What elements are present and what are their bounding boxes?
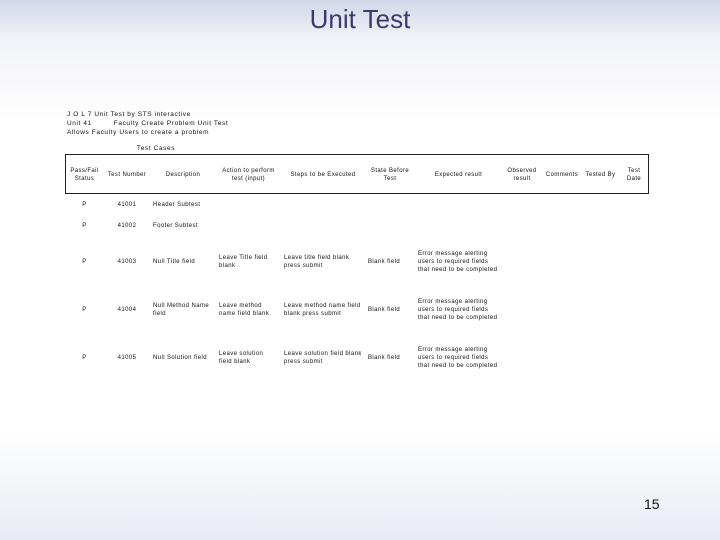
column-header-observed-result: Observed result [507,168,537,182]
cell-tested-by [582,214,619,238]
cell-test-number: 41002 [117,223,137,229]
column-header-comments: Comments [545,172,579,178]
cell-description: Header Subtest [153,202,201,208]
table-header-row [65,154,649,196]
cell-state-before [365,214,415,238]
column-header-expected-result: Expected result [434,172,483,178]
cell-action [216,214,281,238]
table-row [65,238,649,286]
cell-state-before [365,196,415,214]
cell-tested-by [582,238,619,286]
unit-id: Unit 41 [67,120,92,127]
column-header-state-before: State Before Test [370,168,410,182]
cell-expected-result: Error message alerting users to required fields that need to be completed [418,251,498,273]
cell-tested-by [582,196,619,214]
cell-state-before: Blank field [368,259,401,265]
cell-test-date [619,238,649,286]
cell-observed-result [502,334,542,382]
cell-status: P [82,202,87,208]
cell-expected-result [415,214,502,238]
column-header-tested-by: Tested By [585,172,616,178]
cell-action: Leave solution field blank [219,351,264,365]
cell-comments [542,334,582,382]
unit-name: Faculty Create Problem Unit Test [113,120,229,127]
cell-expected-result: Error message alerting users to required fields that need to be completed [418,347,498,369]
cell-status: P [82,259,87,265]
cell-steps [281,214,365,238]
column-header-action: Action to perform test (input) [222,168,275,182]
cell-steps [281,196,365,214]
cell-test-number: 41001 [117,202,137,208]
slide-title: Unit Test [309,4,411,34]
cell-state-before: Blank field [368,355,401,361]
cell-observed-result [502,238,542,286]
cell-action: Leave method name field blank [219,303,270,317]
cell-expected-result: Error message alerting users to required fields that need to be completed [418,299,498,321]
header-line-3: Allows Faculty Users to create a problem [67,129,210,136]
header-line-1: J O L 7 Unit Test by STS interactive [67,111,191,118]
column-header-status: Pass/Fail Status [70,168,99,182]
cell-action [216,196,281,214]
cell-status: P [82,223,87,229]
table-row [65,334,649,382]
cell-comments [542,286,582,334]
cell-status: P [82,355,87,361]
cell-comments [542,238,582,286]
table-row [65,286,649,334]
cell-expected-result [415,196,502,214]
table-caption: Test Cases [136,145,176,152]
cell-state-before: Blank field [368,307,401,313]
cell-steps: Leave title field blank press submit [284,255,350,269]
table-row [65,214,649,238]
cell-test-date [619,214,649,238]
cell-test-date [619,286,649,334]
cell-tested-by [582,286,619,334]
cell-description: Null Solution field [153,355,207,361]
cell-test-number: 41004 [117,307,137,313]
header-unit-row [67,119,228,128]
cell-test-date [619,196,649,214]
cell-description: Null Method Name field [153,303,210,317]
cell-test-number: 41003 [117,259,137,265]
cell-action: Leave Title field blank [219,255,268,269]
cell-test-number: 41005 [117,355,137,361]
cell-status: P [82,307,87,313]
cell-comments [542,214,582,238]
cell-description: Null Title field [153,259,196,265]
column-header-description: Description [165,172,201,178]
column-header-test-number: Test Number [107,172,147,178]
column-header-test-date: Test Date [626,168,642,182]
cell-observed-result [502,286,542,334]
cell-test-date [619,334,649,382]
column-header-steps: Steps to be Executed [290,172,356,178]
page-number: 15 [644,496,660,512]
cell-steps: Leave method name field blank press submit [284,303,361,317]
cell-comments [542,196,582,214]
document-header [67,110,228,137]
cell-observed-result [502,214,542,238]
test-cases-table [65,154,649,382]
cell-description: Footer Subtest [153,223,198,229]
table-row [65,196,649,214]
cell-observed-result [502,196,542,214]
cell-tested-by [582,334,619,382]
cell-steps: Leave solution field blank press submit [284,351,362,365]
